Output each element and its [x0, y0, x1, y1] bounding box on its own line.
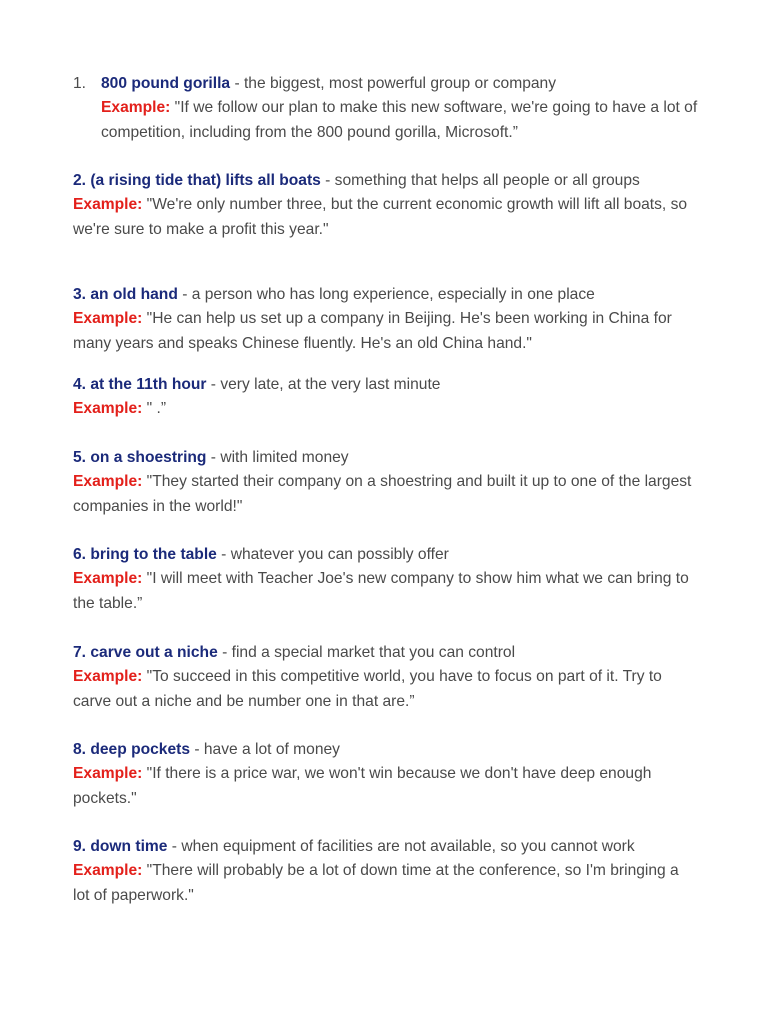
definition-line: [73, 373, 698, 397]
example-line: [73, 859, 698, 908]
entry-number: 3.: [73, 286, 87, 303]
definition-line: [73, 283, 698, 307]
idiom-entry-deep-pockets: [73, 738, 698, 811]
definition-line: [73, 641, 698, 665]
example-text: "If there is a price war, we won't win because we don't have deep enough pockets.": [73, 765, 652, 807]
idiom-term: 7. carve out a niche: [73, 644, 218, 661]
definition-line: [101, 72, 701, 96]
entry-number: 9.: [73, 838, 87, 855]
idiom-entry-on-a-shoestring: [73, 446, 698, 519]
example-text: "If we follow our plan to make this new software, we're going to have a lot of competition, including from the 800 pound gorilla, Microsoft.”: [101, 99, 698, 141]
example-label: Example:: [73, 473, 143, 491]
entry-number: 7.: [73, 644, 87, 661]
idiom-entry-carve-out-a-niche: [73, 641, 698, 714]
definition-line: [73, 446, 698, 470]
idiom-definition: - find a special market that you can control: [217, 644, 516, 661]
idiom-definition: - something that helps all people or all groups: [320, 172, 640, 189]
example-text: "We're only number three, but the current economic growth will lift all boats, so we're sure to make a profit this year.": [73, 196, 688, 238]
example-line: [101, 96, 701, 145]
definition-line: [73, 738, 698, 762]
idiom-entry-an-old-hand: [73, 283, 698, 356]
example-label: Example:: [73, 570, 143, 588]
idiom-term: 9. down time: [73, 838, 168, 855]
entry-number: 1.: [73, 75, 87, 92]
idiom-term: 5. on a shoestring: [73, 449, 207, 466]
example-label: Example:: [73, 765, 143, 783]
example-line: [73, 665, 698, 714]
example-text: "They started their company on a shoestring and built it up to one of the largest companies in the world!": [73, 473, 692, 515]
idiom-definition: - the biggest, most powerful group or company: [230, 75, 557, 92]
entry-number: 8.: [73, 741, 87, 758]
example-text: "To succeed in this competitive world, you have to focus on part of it. Try to carve out a niche and be number one in that are.”: [73, 668, 662, 710]
example-label: Example:: [73, 310, 143, 328]
idiom-term: 6. bring to the table: [73, 546, 217, 563]
idiom-term: 2. (a rising tide that) lifts all boats: [73, 172, 321, 189]
idiom-entry-bring-to-the-table: [73, 543, 698, 616]
example-line: [73, 397, 698, 421]
idiom-definition: - a person who has long experience, especially in one place: [177, 286, 595, 303]
example-line: [73, 193, 698, 242]
idiom-entry-11th-hour: [73, 373, 698, 422]
idiom-definition: - have a lot of money: [190, 741, 340, 758]
example-line: [73, 567, 698, 616]
idiom-term: 800 pound gorilla: [101, 75, 231, 92]
idiom-entry-lifts-all-boats: [73, 169, 698, 242]
idiom-definition: - with limited money: [206, 449, 349, 466]
entry-number: 6.: [73, 546, 87, 563]
example-text: "I will meet with Teacher Joe's new company to show him what we can bring to the table.”: [73, 570, 689, 612]
idiom-definition: - very late, at the very last minute: [206, 376, 441, 393]
entry-number: 4.: [73, 376, 87, 393]
example-text: "There will probably be a lot of down time at the conference, so I'm bringing a lot of paperwork.": [73, 862, 679, 904]
idiom-definition: - whatever you can possibly offer: [216, 546, 449, 563]
definition-line: [73, 835, 698, 859]
example-line: [73, 762, 698, 811]
idiom-term: 4. at the 11th hour: [73, 376, 207, 393]
example-label: Example:: [73, 668, 143, 686]
idiom-entry-800-pound-gorilla: [101, 72, 701, 145]
idiom-term: 8. deep pockets: [73, 741, 191, 758]
idiom-entry-down-time: [73, 835, 698, 908]
definition-line: [73, 169, 698, 193]
entry-number: 5.: [73, 449, 87, 466]
example-line: [73, 470, 698, 519]
entry-number: 2.: [73, 172, 87, 189]
idiom-term: 3. an old hand: [73, 286, 178, 303]
example-line: [73, 307, 698, 356]
example-text: " .”: [142, 400, 167, 418]
example-text: "He can help us set up a company in Beijing. He's been working in China for many years and speaks Chinese fluently. He's an old China hand.": [73, 310, 672, 352]
definition-line: [73, 543, 698, 567]
example-label: Example:: [73, 862, 143, 880]
idiom-definition: - when equipment of facilities are not available, so you cannot work: [167, 838, 635, 855]
example-label: Example:: [101, 99, 171, 117]
example-label: Example:: [73, 400, 143, 418]
example-label: Example:: [73, 196, 143, 214]
